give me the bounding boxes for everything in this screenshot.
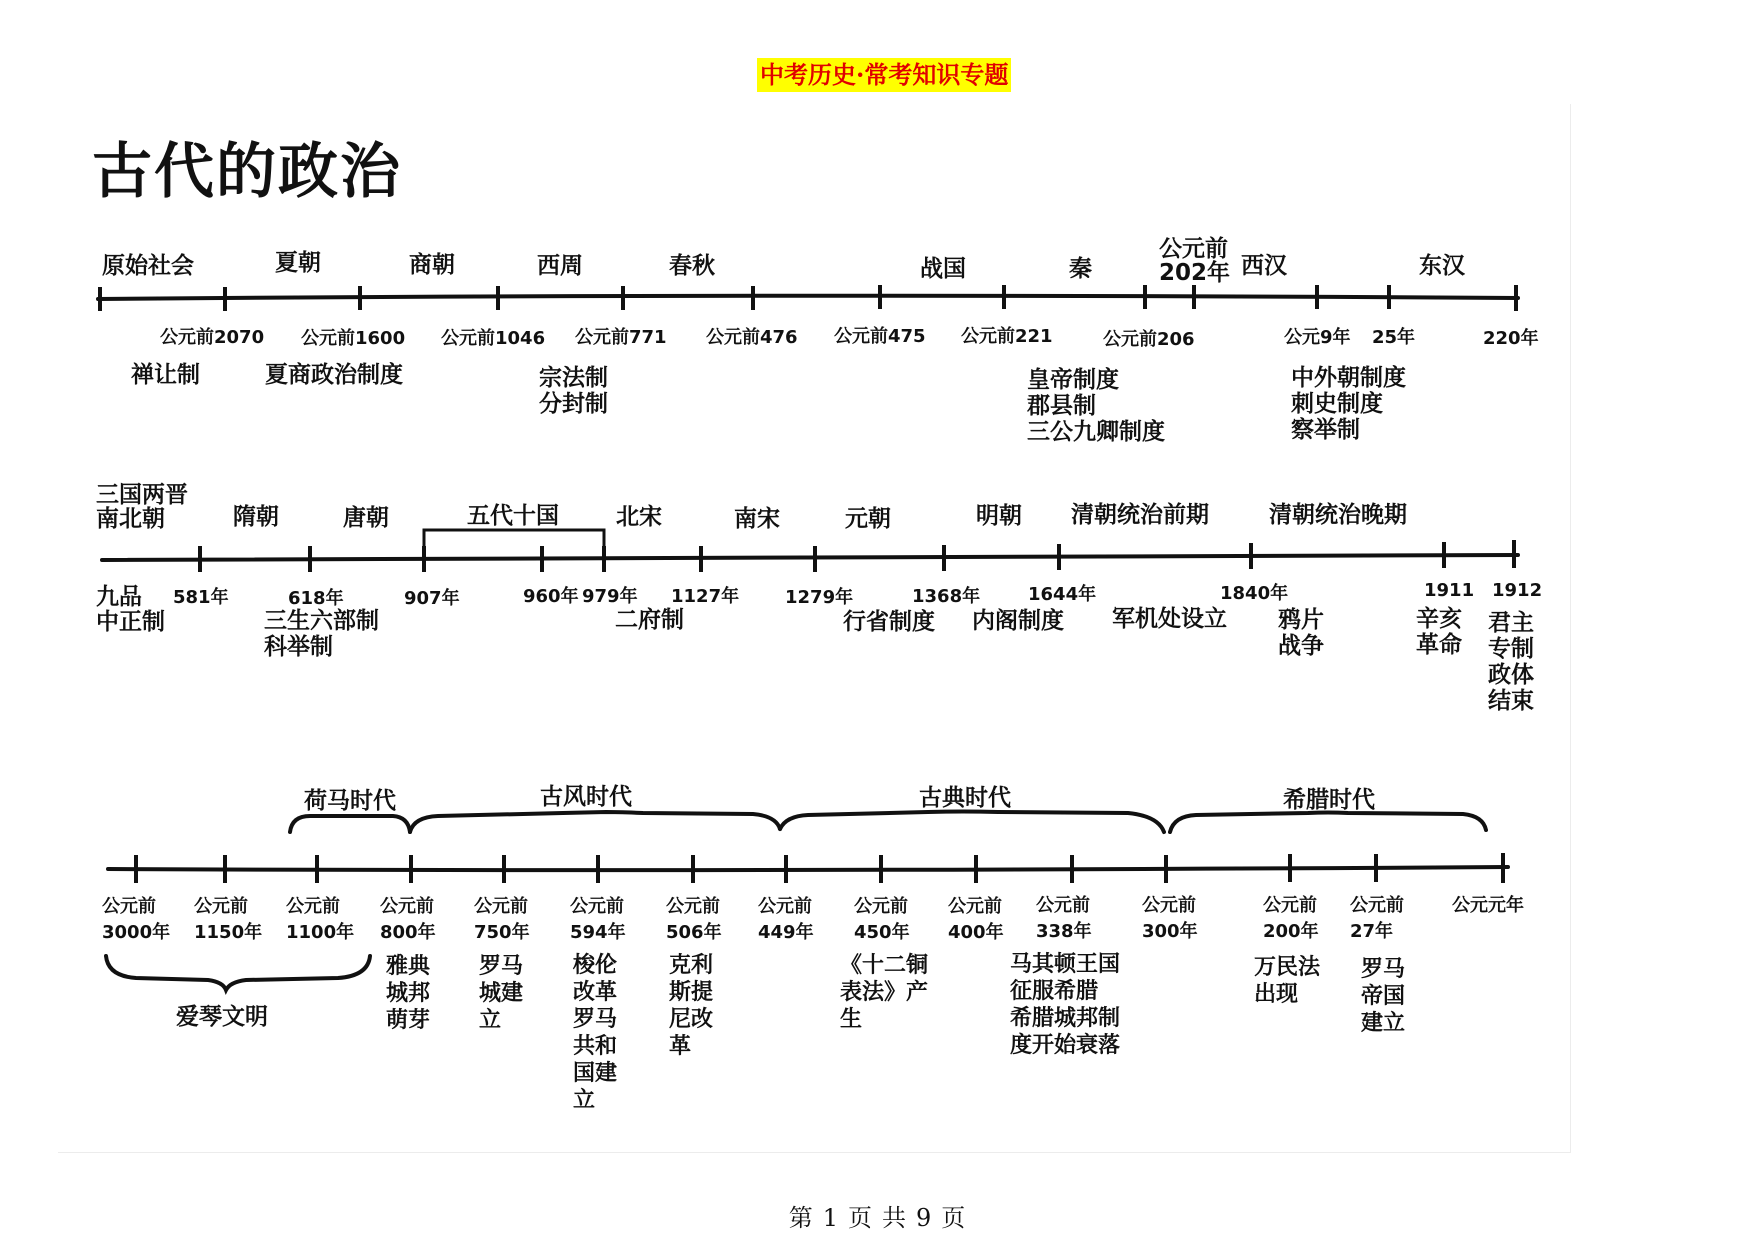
figure-title: 古代的政治	[92, 137, 402, 207]
row3-event-label: 征服希腊	[1010, 979, 1099, 1004]
row3-era-label: 希腊时代	[1283, 787, 1375, 813]
row2-era-label: 五代十国	[467, 503, 559, 529]
row2-era-label: 南北朝	[96, 506, 165, 532]
row2-event-label: 专制	[1488, 636, 1534, 662]
row3-year-label: 公元前	[474, 896, 528, 917]
row1-event-label: 中外朝制度	[1291, 365, 1406, 391]
row3-year-label: 506年	[666, 922, 722, 943]
row3-year-label: 200年	[1263, 921, 1319, 942]
row3-year-label: 公元前	[1036, 895, 1090, 916]
row1-year-label: 公元前476	[706, 327, 798, 348]
row3-event-label: 立	[479, 1008, 502, 1033]
row2-year-label: 979年	[582, 586, 638, 607]
row3-event-label: 立	[573, 1088, 596, 1113]
row2-year-label: 1127年	[671, 586, 740, 607]
row2-event-label: 君主	[1488, 610, 1534, 636]
row2-year-label: 960年	[523, 586, 579, 607]
row3-year-label: 公元前	[666, 896, 720, 917]
row3-event-label: 度开始衰落	[1010, 1033, 1121, 1058]
row3-event-label: 马其顿王国	[1010, 952, 1121, 977]
row1-year-label: 25年	[1372, 327, 1416, 348]
row3-year-label: 338年	[1036, 921, 1092, 942]
row1-era-label: 西周	[537, 253, 583, 279]
row1-year-label: 公元前771	[575, 327, 667, 348]
row1-era-label: 夏朝	[275, 250, 321, 276]
row2-event-label: 政体	[1488, 662, 1534, 688]
row3-event-label: 出现	[1254, 982, 1299, 1007]
row2-event-label: 九品	[96, 584, 142, 610]
row1-year-label: 公元前2070	[160, 327, 265, 348]
footer-text: 页	[941, 1204, 966, 1232]
row1-era-label: 商朝	[409, 252, 455, 278]
footer-text: 第	[788, 1204, 813, 1232]
row3-event-label: 萌芽	[386, 1008, 431, 1033]
row3-event-label: 罗马	[573, 1007, 618, 1032]
row1-year-label: 公元9年	[1284, 327, 1351, 348]
row2-era-label: 明朝	[976, 503, 1022, 529]
row3-event-label: 城邦	[386, 981, 431, 1006]
row1-event-label: 禅让制	[131, 362, 200, 388]
row3-year-label: 1100年	[286, 922, 355, 943]
row3-year-label: 1150年	[194, 922, 263, 943]
row3-year-label: 公元前	[380, 896, 434, 917]
row2-era-label: 唐朝	[343, 505, 389, 531]
row3-event-label: 国建	[573, 1061, 618, 1086]
row2-event-label: 军机处设立	[1112, 606, 1227, 632]
row3-event-label: 表法》产	[840, 980, 929, 1005]
row3-event-label: 希腊城邦制	[1010, 1006, 1121, 1031]
row2-ticks	[200, 530, 1514, 572]
row1-year-label: 公元前475	[834, 326, 926, 347]
row1-year-label: 公元前206	[1103, 329, 1195, 350]
row1-era-label: 战国	[920, 256, 966, 282]
row3-year-label: 公元前	[854, 896, 908, 917]
row2-era-label: 三国两晋	[96, 482, 188, 508]
row3-event-label: 共和	[573, 1034, 618, 1059]
row1-era-label: 西汉	[1241, 253, 1287, 279]
row3-year-label: 750年	[474, 922, 530, 943]
row2-year-label: 1279年	[785, 587, 854, 608]
row3-year-label: 3000年	[102, 922, 171, 943]
footer-total-pages: 9	[916, 1204, 932, 1232]
row2-event-label: 行省制度	[843, 609, 935, 635]
row2-year-label: 581年	[173, 587, 229, 608]
row3-year-label: 公元前	[1263, 895, 1317, 916]
row1-year-label: 公元前221	[961, 326, 1053, 347]
row3-year-label: 公元前	[948, 896, 1002, 917]
row1-year-label: 公元前1600	[301, 328, 406, 349]
row3-year-label: 公元前	[194, 896, 248, 917]
row1-event-label: 宗法制	[539, 365, 608, 391]
row2-event-label: 革命	[1416, 632, 1462, 658]
row1-era-label: 春秋	[669, 253, 715, 279]
row3-year-label: 公元前	[286, 896, 340, 917]
row3-year-label: 300年	[1142, 921, 1198, 942]
row3-event-label: 建立	[1361, 1011, 1406, 1036]
row1-event-label: 皇帝制度	[1027, 367, 1119, 393]
row2-year-label: 1644年	[1028, 584, 1097, 605]
row2-event-label: 科举制	[264, 634, 333, 660]
row3-event-label: 梭伦	[573, 953, 618, 978]
row2-year-label: 1368年	[912, 586, 981, 607]
row1-era-label: 202年	[1159, 260, 1231, 286]
row3-event-label: 罗马	[479, 954, 524, 979]
row1-era-label: 东汉	[1419, 253, 1465, 279]
row3-event-label: 革	[669, 1034, 692, 1059]
row3-event-label: 万民法	[1254, 955, 1321, 980]
row3-event-label: 生	[840, 1007, 863, 1032]
row1-event-label: 三公九卿制度	[1027, 419, 1165, 445]
footer-text: 共	[882, 1204, 906, 1232]
row1-era-label: 秦	[1069, 256, 1092, 282]
row2-event-label: 鸦片	[1278, 607, 1324, 633]
row2-event-label: 三生六部制	[264, 608, 379, 634]
row2-event-label: 二府制	[615, 607, 684, 633]
row3-year-label: 公元前	[758, 896, 812, 917]
row2-event-label: 战争	[1278, 633, 1324, 659]
row2-year-label: 1840年	[1220, 583, 1289, 604]
row3-era-label: 古风时代	[540, 784, 632, 810]
row2-era-label: 元朝	[845, 506, 891, 532]
row3-event-label: 雅典	[386, 954, 431, 979]
row3-year-label: 公元元年	[1452, 895, 1524, 916]
row3-event-label: 斯提	[669, 980, 714, 1005]
row2-era-label: 隋朝	[233, 504, 279, 530]
row1-event-label: 刺史制度	[1291, 391, 1383, 417]
page-header-title: 中考历史·常考知识专题	[757, 58, 1011, 92]
footer-text: 页	[848, 1204, 872, 1232]
row2-year-label: 907年	[404, 588, 460, 609]
row2-year-label: 1911	[1424, 580, 1475, 601]
row1-event-label: 郡县制	[1027, 393, 1096, 419]
row3-year-label: 公元前	[1142, 895, 1196, 916]
row3-event-label: 城建	[479, 981, 524, 1006]
row1-year-label: 220年	[1483, 328, 1539, 349]
row3-year-label: 27年	[1350, 921, 1394, 942]
row1-era-label: 原始社会	[102, 253, 194, 279]
row2-event-label: 内阁制度	[972, 608, 1064, 634]
row3-year-label: 449年	[758, 922, 814, 943]
row2-era-label: 北宋	[616, 504, 662, 530]
row3-event-label: 改革	[573, 980, 618, 1005]
row3-year-label: 450年	[854, 922, 910, 943]
row2-event-label: 辛亥	[1416, 606, 1462, 632]
row1-event-label: 分封制	[539, 391, 608, 417]
row2-era-label: 清朝统治晚期	[1269, 502, 1407, 528]
row2-event-label: 中正制	[96, 609, 165, 635]
page-footer	[0, 1198, 1754, 1233]
row3-year-label: 594年	[570, 922, 626, 943]
row2-event-label: 结束	[1488, 688, 1534, 714]
row3-event-label: 罗马	[1361, 957, 1406, 982]
row3-year-label: 公元前	[570, 896, 624, 917]
row3-event-label: 《十二铜	[840, 953, 929, 978]
row3-year-label: 400年	[948, 922, 1004, 943]
row3-year-label: 800年	[380, 922, 436, 943]
row3-event-label: 克利	[669, 953, 714, 978]
row1-era-label: 公元前	[1159, 236, 1228, 262]
row1-year-label: 公元前1046	[441, 328, 546, 349]
row1-axis	[98, 296, 1518, 299]
politics-timeline-figure	[58, 104, 1571, 1153]
row3-event-label: 爱琴文明	[176, 1004, 268, 1030]
row1-event-label: 察举制	[1291, 417, 1360, 443]
row2-axis	[102, 555, 1518, 560]
footer-page-number: 1	[822, 1204, 838, 1232]
row2-year-label: 618年	[288, 588, 344, 609]
row3-event-label: 帝国	[1361, 984, 1406, 1009]
row3-era-label: 古典时代	[919, 785, 1011, 811]
row3-year-label: 公元前	[1350, 895, 1404, 916]
row3-era-label: 荷马时代	[304, 788, 396, 814]
row3-event-label: 尼改	[669, 1007, 714, 1032]
row1-event-label: 夏商政治制度	[265, 362, 403, 388]
row2-era-label: 南宋	[734, 506, 780, 532]
row2-year-label: 1912	[1492, 580, 1543, 601]
row2-era-label: 清朝统治前期	[1071, 502, 1209, 528]
row3-year-label: 公元前	[102, 896, 156, 917]
